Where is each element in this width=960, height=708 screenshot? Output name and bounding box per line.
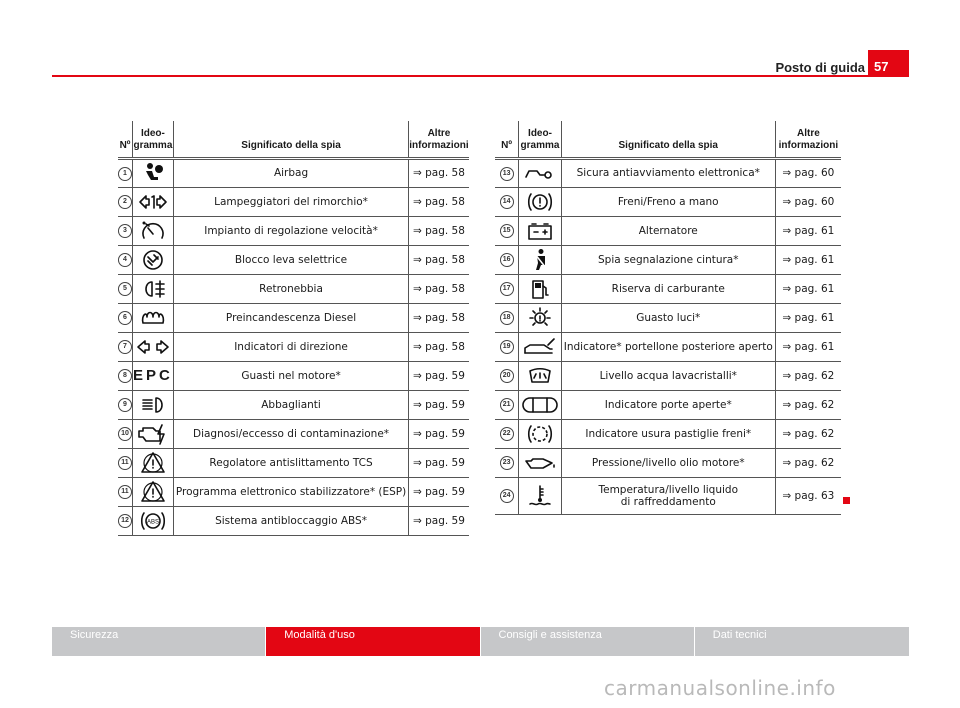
- warning-description: Impianto di regolazione velocità*: [173, 216, 408, 245]
- table-row: [495, 274, 841, 303]
- page-reference-link[interactable]: ⇒ pag. 58: [409, 216, 469, 245]
- callout-number: 12: [118, 514, 132, 528]
- page-reference-link[interactable]: ⇒ pag. 59: [409, 419, 469, 448]
- seat-belt-icon: [529, 248, 551, 272]
- immobilizer-icon: [523, 164, 557, 182]
- table-row: [495, 361, 841, 390]
- epc-icon: [133, 367, 173, 384]
- page-reference-link[interactable]: ⇒ pag. 61: [775, 245, 841, 274]
- battery-icon: [526, 221, 554, 241]
- callout-number: 13: [500, 167, 514, 181]
- page-reference-link[interactable]: ⇒ pag. 61: [775, 332, 841, 361]
- callout-number: 24: [500, 489, 514, 503]
- table-row: [495, 245, 841, 274]
- header-meaning: Significato della spia: [561, 121, 775, 158]
- page-reference-link[interactable]: ⇒ pag. 61: [775, 303, 841, 332]
- brake-pad-wear-icon: [526, 422, 554, 446]
- page-reference-link[interactable]: ⇒ pag. 58: [409, 303, 469, 332]
- header-no: Nº: [118, 121, 133, 158]
- rear-fog-light-icon: [140, 279, 166, 299]
- watermark: carmanualsonline.info: [604, 676, 836, 700]
- page-reference-link[interactable]: ⇒ pag. 62: [775, 448, 841, 477]
- callout-number: 17: [500, 282, 514, 296]
- callout-number: 23: [500, 456, 514, 470]
- warning-description: Preincandescenza Diesel: [173, 303, 408, 332]
- warning-description: Indicatore usura pastiglie freni*: [561, 419, 775, 448]
- page-reference-link[interactable]: ⇒ pag. 61: [775, 216, 841, 245]
- page-reference-link[interactable]: ⇒ pag. 59: [409, 361, 469, 390]
- engine-emission-icon: [136, 422, 170, 446]
- table-row: [495, 390, 841, 419]
- coolant-temperature-icon: [527, 484, 553, 508]
- table-row: [495, 419, 841, 448]
- callout-number: 7: [118, 340, 132, 354]
- warning-description: Sistema antibloccaggio ABS*: [173, 506, 408, 535]
- high-beam-icon: [140, 395, 166, 415]
- table-row: [495, 303, 841, 332]
- warning-lights-table-left: [118, 121, 469, 536]
- table-row: [118, 187, 469, 216]
- callout-number: 22: [500, 427, 514, 441]
- page-reference-link[interactable]: ⇒ pag. 61: [775, 274, 841, 303]
- footer-tab-modalita-uso[interactable]: Modalità d'uso: [266, 627, 479, 656]
- warning-description: Livello acqua lavacristalli*: [561, 361, 775, 390]
- table-row: [118, 477, 469, 506]
- header-ideogram: Ideo- gramma: [519, 121, 562, 158]
- abs-icon: [139, 509, 167, 533]
- selector-lever-lock-icon: [141, 248, 165, 272]
- header-rule: [52, 75, 909, 77]
- callout-number: 8: [118, 369, 132, 383]
- table-row: [118, 303, 469, 332]
- callout-number: 6: [118, 311, 132, 325]
- page-reference-link[interactable]: ⇒ pag. 59: [409, 390, 469, 419]
- warning-lights-table-right: [495, 121, 841, 515]
- table-row: [118, 158, 469, 187]
- table-row: [495, 332, 841, 361]
- header-meaning: Significato della spia: [173, 121, 408, 158]
- callout-number: 4: [118, 253, 132, 267]
- callout-number: 11: [118, 456, 132, 470]
- warning-description: Indicatore porte aperte*: [561, 390, 775, 419]
- page-reference-link[interactable]: ⇒ pag. 58: [409, 158, 469, 187]
- callout-number: 2: [118, 195, 132, 209]
- warning-description: Freni/Freno a mano: [561, 187, 775, 216]
- warning-description: Diagnosi/eccesso di contaminazione*: [173, 419, 408, 448]
- callout-number: 9: [118, 398, 132, 412]
- page-reference-link[interactable]: ⇒ pag. 58: [409, 187, 469, 216]
- footer-tab-sicurezza[interactable]: Sicurezza: [52, 627, 265, 656]
- callout-number: 18: [500, 311, 514, 325]
- table-row: [118, 332, 469, 361]
- warning-description: Spia segnalazione cintura*: [561, 245, 775, 274]
- page-reference-link[interactable]: ⇒ pag. 59: [409, 506, 469, 535]
- turn-signals-icon: [136, 338, 170, 356]
- glow-plug-icon: [139, 309, 167, 327]
- page-reference-link[interactable]: ⇒ pag. 60: [775, 158, 841, 187]
- table-row: [118, 419, 469, 448]
- page-reference-link[interactable]: ⇒ pag. 58: [409, 245, 469, 274]
- doors-open-icon: [521, 395, 559, 415]
- warning-description: Abbaglianti: [173, 390, 408, 419]
- warning-description: Retronebbia: [173, 274, 408, 303]
- table-row: [495, 477, 841, 514]
- warning-description: Guasti nel motore*: [173, 361, 408, 390]
- fuel-pump-icon: [529, 278, 551, 300]
- page-reference-link[interactable]: ⇒ pag. 59: [409, 477, 469, 506]
- header-more-info: Altre informazioni: [409, 121, 469, 158]
- warning-description: Sicura antiavviamento elettronica*: [561, 158, 775, 187]
- warning-description: Blocco leva selettrice: [173, 245, 408, 274]
- footer-tab-consigli-assistenza[interactable]: Consigli e assistenza: [481, 627, 694, 656]
- trailer-lights-icon: [138, 193, 168, 211]
- warning-description: Indicatore* portellone posteriore aperto: [561, 332, 775, 361]
- cruise-control-icon: [140, 220, 166, 242]
- header-ideogram: Ideo- gramma: [133, 121, 174, 158]
- brake-icon: [526, 190, 554, 214]
- callout-number: 21: [500, 398, 514, 412]
- traction-control-icon: [140, 451, 166, 475]
- callout-number: 1: [118, 167, 132, 181]
- callout-number: 16: [500, 253, 514, 267]
- warning-description: Indicatori di direzione: [173, 332, 408, 361]
- warning-description: Lampeggiatori del rimorchio*: [173, 187, 408, 216]
- oil-pressure-icon: [523, 454, 557, 472]
- callout-number: 10: [118, 427, 132, 441]
- callout-number: 15: [500, 224, 514, 238]
- page-reference-link[interactable]: ⇒ pag. 62: [775, 361, 841, 390]
- callout-number: 19: [500, 340, 514, 354]
- header-more-info: Altre informazioni: [775, 121, 841, 158]
- callout-number: 5: [118, 282, 132, 296]
- washer-fluid-icon: [526, 365, 554, 387]
- table-row: [118, 245, 469, 274]
- table-row: [495, 158, 841, 187]
- table-row: [495, 187, 841, 216]
- svg-text:ABS: ABS: [146, 519, 159, 525]
- table-row: [118, 274, 469, 303]
- table-row: [118, 506, 469, 535]
- callout-number: 3: [118, 224, 132, 238]
- section-title: Posto di guida: [775, 60, 865, 75]
- airbag-icon: [140, 162, 166, 184]
- warning-description: Temperatura/livello liquido di raffreddamento: [561, 477, 775, 514]
- warning-description: Pressione/livello olio motore*: [561, 448, 775, 477]
- table-row: [495, 448, 841, 477]
- page-reference-link[interactable]: ⇒ pag. 62: [775, 419, 841, 448]
- warning-description: Alternatore: [561, 216, 775, 245]
- table-row: [495, 216, 841, 245]
- table-row: [118, 448, 469, 477]
- warning-description: Regolatore antislittamento TCS: [173, 448, 408, 477]
- warning-description: Guasto luci*: [561, 303, 775, 332]
- page-reference-link[interactable]: ⇒ pag. 63: [775, 477, 841, 514]
- callout-number: 11: [118, 485, 132, 499]
- table-row: [118, 361, 469, 390]
- table-row: [118, 216, 469, 245]
- end-marker: [843, 497, 850, 504]
- header-no: Nº: [495, 121, 519, 158]
- page-reference-link[interactable]: ⇒ pag. 58: [409, 332, 469, 361]
- page-reference-link[interactable]: ⇒ pag. 62: [775, 390, 841, 419]
- footer-tab-dati-tecnici[interactable]: Dati tecnici: [695, 627, 909, 656]
- page-reference-link[interactable]: ⇒ pag. 60: [775, 187, 841, 216]
- footer-nav: [52, 627, 909, 656]
- callout-number: 14: [500, 195, 514, 209]
- page-reference-link[interactable]: ⇒ pag. 59: [409, 448, 469, 477]
- warning-description: Riserva di carburante: [561, 274, 775, 303]
- page-number: 57: [868, 50, 909, 77]
- stability-control-icon: [140, 480, 166, 504]
- epc-icon-text: EPC: [133, 367, 173, 384]
- tailgate-open-icon: [522, 336, 558, 358]
- bulb-failure-icon: [526, 306, 554, 330]
- warning-description: Airbag: [173, 158, 408, 187]
- table-row: [118, 390, 469, 419]
- callout-number: 20: [500, 369, 514, 383]
- page-reference-link[interactable]: ⇒ pag. 58: [409, 274, 469, 303]
- warning-description: Programma elettronico stabilizzatore* (ESP): [173, 477, 408, 506]
